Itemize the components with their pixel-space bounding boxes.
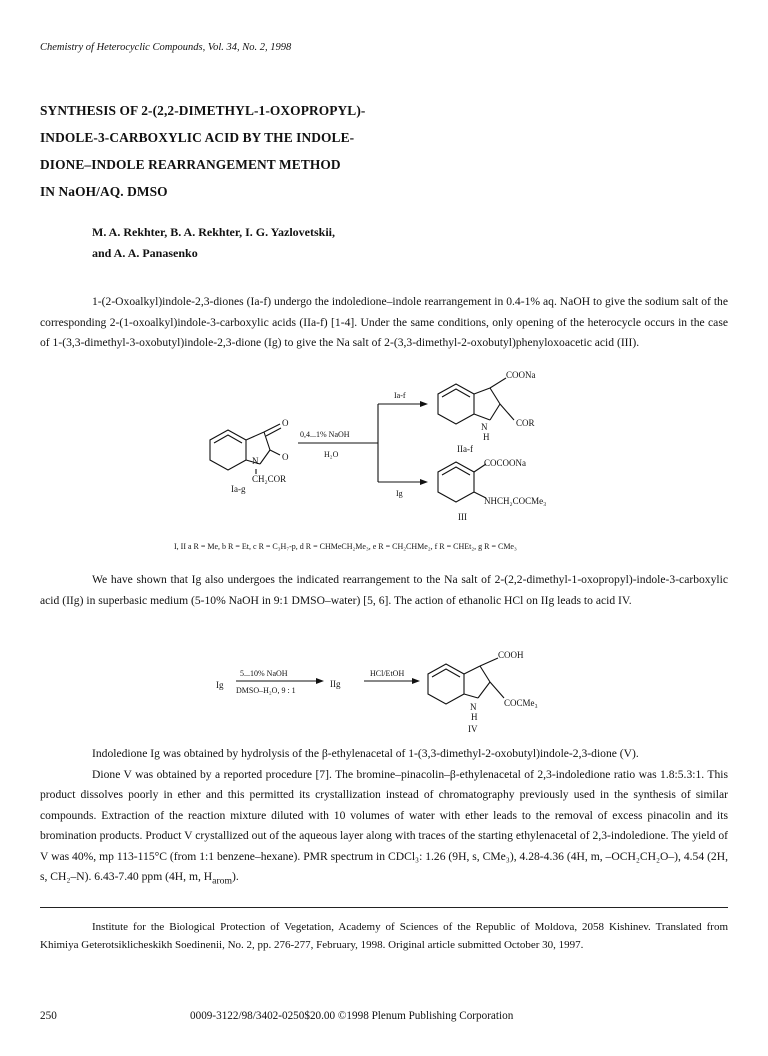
nitrogen-label: N: [252, 456, 259, 466]
substituent-label: CH₂COR: [252, 474, 287, 484]
author-line: M. A. Rekhter, B. A. Rekhter, I. G. Yazlovetskii,: [92, 225, 335, 239]
indole-product-structure: [438, 378, 514, 424]
branch-ia-f: Ia-f: [394, 391, 406, 400]
abstract-paragraph: 1-(2-Oxoalkyl)indole-2,3-diones (Ia-f) undergo the indoledione–indole rearrangement in 0.4-1% aq. NaOH to give the sodium salt of the corresponding 2-(1-oxoalkyl)indole-3-carboxylic acids (IIa-f) [1-4]. Under the same conditions, only opening of the heterocycle occurs in the case of 1-(3,3-dimethyl-3-oxobutyl)indole-2,3-dione (Ig) to give the Na salt of 2-(3,3-dimethyl-2-oxobutyl)phenyloxoacetic acid (III).: [40, 295, 728, 349]
scheme2-start: Ig: [216, 680, 224, 690]
branch-ig: Ig: [396, 489, 403, 498]
title-line: DIONE–INDOLE REARRANGEMENT METHOD: [40, 157, 341, 172]
compound-label-iv: IV: [468, 724, 478, 734]
carbonyl-o-label: O: [282, 418, 289, 428]
page-number: 250: [40, 1010, 57, 1022]
reaction-scheme-1: [0, 360, 768, 560]
journal-header: Chemistry of Heterocyclic Compounds, Vol. 34, No. 2, 1998: [40, 42, 292, 53]
paragraph-2: We have shown that Ig also undergoes the indicated rearrangement to the Na salt of 2-(2,2-dimethyl-1-oxopropyl)-indole-3-carboxylic acid (IIg) in superbasic medium (5-10% NaOH in 9:1 DMSO–water) [5, 6]. The action of ethanolic HCl on IIg leads to acid IV.: [40, 573, 728, 607]
experimental-body: [40, 765, 728, 892]
affiliation-footnote: Institute for the Biological Protection of Vegetation, Academy of Sciences of the Republic of Moldova, 2058 Kishinev. Translated from Khimiya Geterotsiklicheskikh Soedinenii, No. 2, pp. 276-277, February, 1998. Original article submitted October 30, 1997.: [40, 921, 728, 951]
title-line: INDOLE-3-CARBOXYLIC ACID BY THE INDOLE-: [40, 130, 355, 145]
author-line: and A. A. Panasenko: [92, 246, 198, 260]
author-list: [92, 222, 335, 264]
nhch2-label: NHCH₂COCMe₃: [484, 496, 547, 506]
scheme2-h-label: H: [471, 712, 478, 722]
substituent-legend: I, II a R = Me, b R = Et, c R = C₃H₇-p, d R = CHMeCH₂Me₃, e R = CH₂CHMe₂, f R = CHEt₂, g R = CMe₃: [174, 542, 517, 551]
reagent-naoh: 0,4...1% NaOH: [300, 430, 350, 439]
cocoona-label: COCOONa: [484, 458, 526, 468]
scheme2-reagent-dmso: DMSO–H₂O, 9 : 1: [236, 686, 296, 695]
experimental-text: Dione V was obtained by a reported procedure [7]. The bromine–pinacolin–β-ethylenacetal of 2,3-indoledione ratio was 1.8:5.3:1. This product dissolves poorly in ether and this permitted its crystallization instead of chromatography previously used in the synthesis of similar compounds. Extraction of the reaction mixture diluted with 10 volumes of water with ether leads to the removal of excess pinacolin and its bromination products. Product V crystallized out of the aqueous layer along with traces of the starting ethylenacetal of 2,3-indoledione. The yield of V was 40%, mp 113-115°C (from 1:1 benzene–hexane). PMR spectrum in CDCl₃: 1.26 (9H, s, CMe₃), 4.28-4.36 (4H, m, –OCH₂CH₂O–), 4.54 (2H, s, CH₂–N). 6.43-7.40 ppm (4H, m, H: [40, 767, 728, 883]
scheme2-reagent-hcl: HCl/EtOH: [370, 669, 405, 678]
scheme2-reagent-naoh: 5...10% NaOH: [240, 669, 288, 678]
experimental-paragraph: [40, 744, 728, 892]
article-title: [40, 97, 365, 205]
title-line: IN NaOH/AQ. DMSO: [40, 184, 168, 199]
phenyloxoacetic-structure: [438, 462, 486, 502]
reaction-scheme-2: [0, 646, 768, 736]
cor-label: COR: [516, 418, 535, 428]
scheme2-n-label: N: [470, 702, 477, 712]
reagent-water: H₂O: [324, 450, 339, 459]
indole-acid-structure: [428, 658, 504, 704]
compound-label-ia-g: Ia-g: [231, 484, 246, 494]
compound-label-iia-f: IIa-f: [457, 444, 473, 454]
coona-label: COONa: [506, 370, 536, 380]
cocme3-label: COCMe₃: [504, 698, 538, 708]
experimental-end: ).: [232, 870, 239, 883]
product-n-label: N: [481, 422, 488, 432]
compound-label-iii: III: [458, 512, 467, 522]
scheme2-mid: IIg: [330, 679, 341, 689]
product-h-label: H: [483, 432, 490, 442]
arom-subscript: arom: [212, 875, 232, 887]
ring-o-label: O: [282, 452, 289, 462]
title-line: SYNTHESIS OF 2-(2,2-DIMETHYL-1-OXOPROPYL)-: [40, 103, 366, 118]
indoledione-structure: [210, 424, 281, 474]
footnote-divider: [40, 907, 728, 908]
copyright-line: 0009-3122/98/3402-0250$20.00 ©1998 Plenum Publishing Corporation: [190, 1010, 514, 1022]
experimental-line-1: Indoledione Ig was obtained by hydrolysis of the β-ethylenacetal of 1-(3,3-dimethyl-2-oxobutyl)indole-2,3-dione (V).: [92, 747, 639, 760]
cooh-label: COOH: [498, 650, 524, 660]
